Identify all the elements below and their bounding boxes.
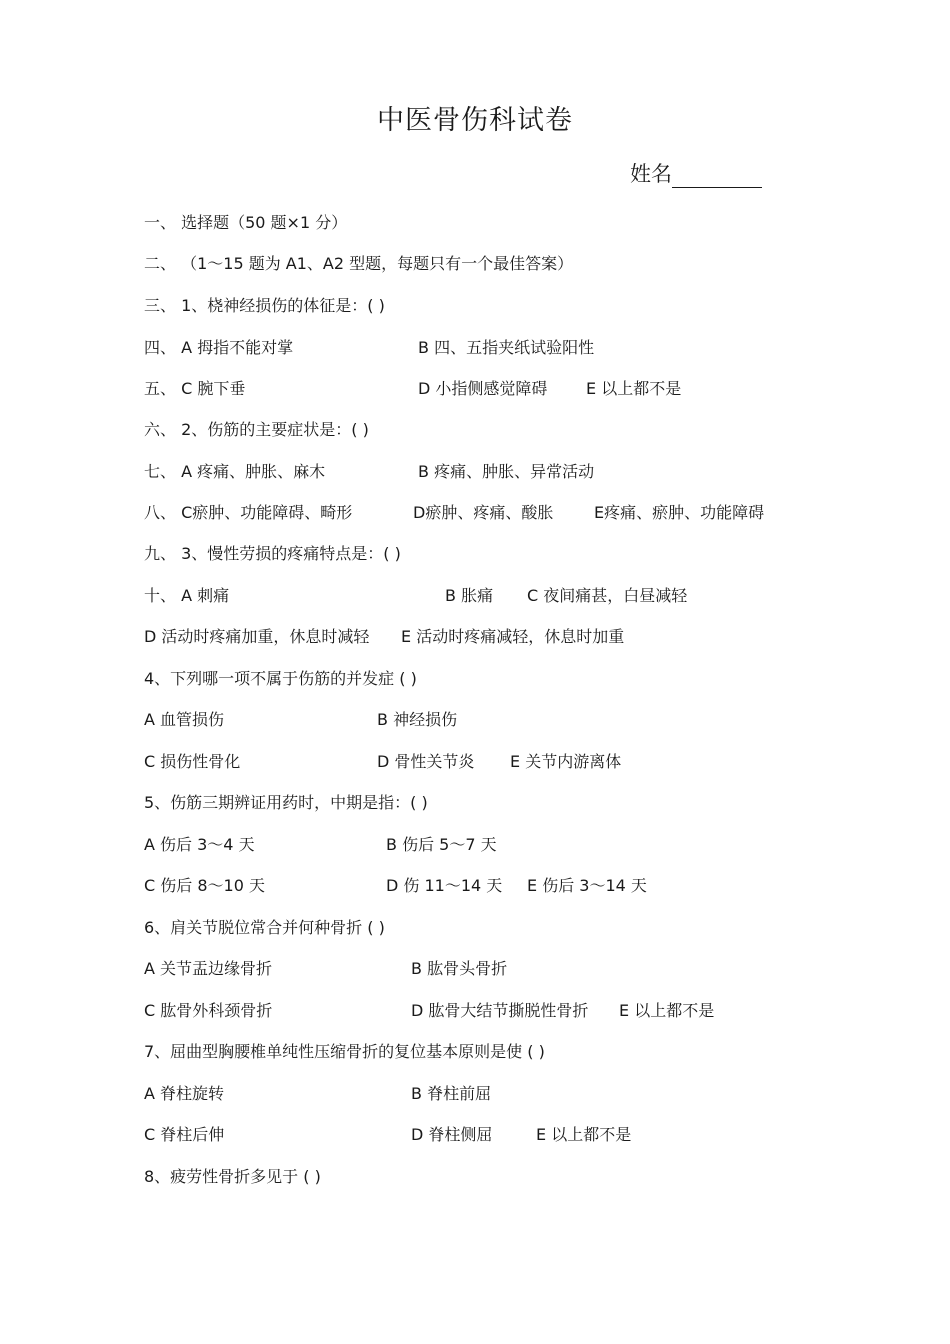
line-text: 八、 C瘀肿、功能障碍、畸形 [144, 503, 353, 522]
line-text: 一、 选择题（50 题×1 分） [144, 213, 348, 232]
option-text: D 伤 11～14 天 [386, 876, 503, 895]
line-text: 7、屈曲型胸腰椎单纯性压缩骨折的复位基本原则是使 ( ) [144, 1042, 545, 1061]
option-text: E 以上都不是 [586, 379, 682, 398]
line-text: A 伤后 3～4 天 [144, 835, 255, 854]
option-text: E 以上都不是 [536, 1125, 632, 1144]
option-text: B 胀痛 [445, 586, 494, 605]
line-text: A 血管损伤 [144, 710, 225, 729]
line-text: 六、 2、伤筋的主要症状是：( ) [144, 420, 369, 439]
option-text: E 伤后 3～14 天 [527, 876, 647, 895]
line-text: 十、 A 刺痛 [144, 586, 230, 605]
line-text: 五、 C 腕下垂 [144, 379, 246, 398]
line-text: 二、 （1～15 题为 A1、A2 型题，每题只有一个最佳答案） [144, 254, 574, 273]
line-text: 5、伤筋三期辨证用药时，中期是指：( ) [144, 793, 428, 812]
option-text: D瘀肿、疼痛、酸胀 [413, 503, 554, 522]
option-text: B 四、五指夹纸试验阳性 [418, 338, 595, 357]
option-text: B 脊柱前屈 [411, 1084, 492, 1103]
line-text: A 关节盂边缘骨折 [144, 959, 273, 978]
line-text: C 损伤性骨化 [144, 752, 241, 771]
line-text: 七、 A 疼痛、肿胀、麻木 [144, 462, 326, 481]
line-text: A 脊柱旋转 [144, 1084, 225, 1103]
option-text: D 肱骨大结节撕脱性骨折 [411, 1001, 589, 1020]
option-text: C 夜间痛甚，白昼减轻 [527, 586, 688, 605]
line-text: 6、肩关节脱位常合并何种骨折 ( ) [144, 918, 385, 937]
line-text: 8、疲劳性骨折多见于 ( ) [144, 1167, 321, 1186]
option-text: B 伤后 5～7 天 [386, 835, 497, 854]
line-text: C 肱骨外科颈骨折 [144, 1001, 273, 1020]
name-label: 姓名 [630, 162, 672, 186]
option-text: B 疼痛、肿胀、异常活动 [418, 462, 595, 481]
option-text: D 小指侧感觉障碍 [418, 379, 548, 398]
option-text: D 骨性关节炎 [377, 752, 475, 771]
option-text: B 神经损伤 [377, 710, 458, 729]
line-text: 4、下列哪一项不属于伤筋的并发症 ( ) [144, 669, 417, 688]
exam-title: 中医骨伤科试卷 [377, 105, 573, 136]
name-blank [672, 165, 762, 188]
option-text: E疼痛、瘀肿、功能障碍 [594, 503, 765, 522]
line-text: C 伤后 8～10 天 [144, 876, 265, 895]
line-text: 四、 A 拇指不能对掌 [144, 338, 294, 357]
option-text: D 脊柱侧屈 [411, 1125, 493, 1144]
line-text: 九、 3、慢性劳损的疼痛特点是：( ) [144, 544, 401, 563]
option-text: E 活动时疼痛减轻，休息时加重 [401, 627, 625, 646]
option-text: E 以上都不是 [619, 1001, 715, 1020]
line-text: C 脊柱后伸 [144, 1125, 225, 1144]
option-text: B 肱骨头骨折 [411, 959, 508, 978]
option-text: E 关节内游离体 [510, 752, 622, 771]
line-text: D 活动时疼痛加重，休息时减轻 [144, 627, 370, 646]
name-field [630, 158, 762, 188]
line-text: 三、 1、桡神经损伤的体征是：( ) [144, 296, 385, 315]
